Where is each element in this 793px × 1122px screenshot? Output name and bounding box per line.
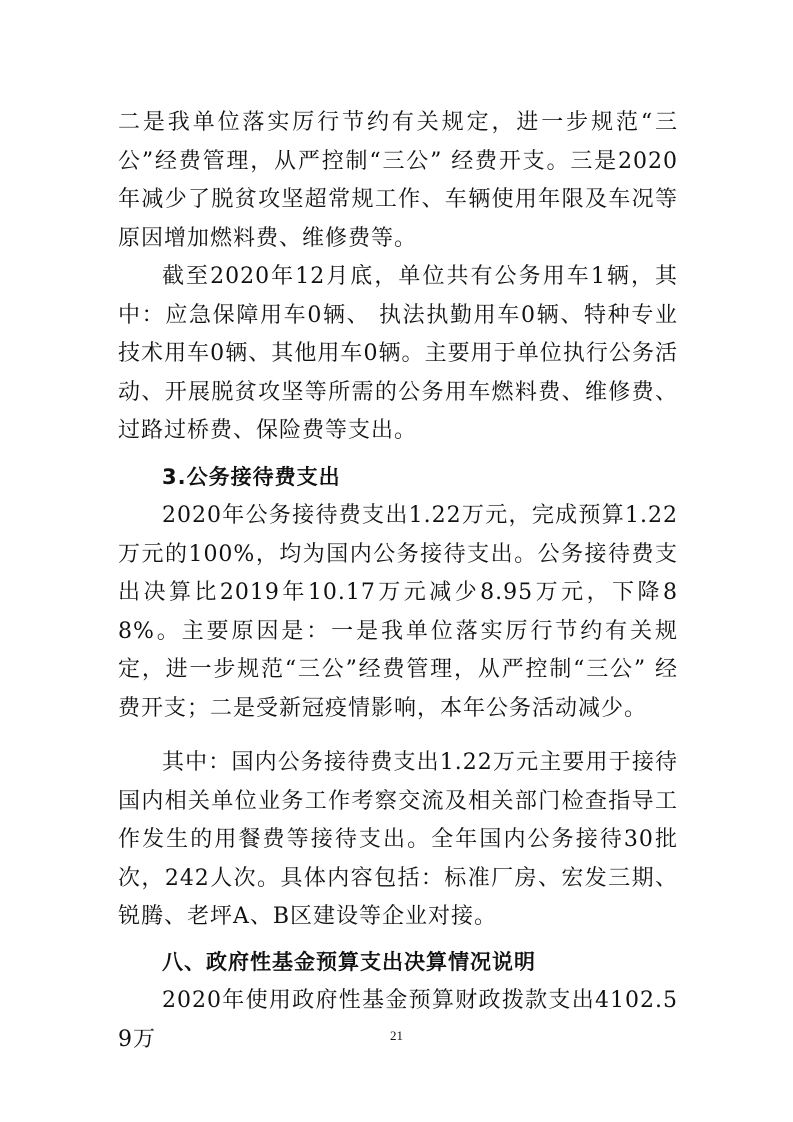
section-heading-reception-expenses: 3.公务接待费支出 [162,465,341,489]
paragraph-domestic-reception: 其中：国内公务接待费支出1.22万元主要用于接待国内相关单位业务工作考察交流及相关部门检查指导工作发生的用餐费等接待支出。全年国内公务接待30批次，242人次。具体内容包括：标准厂房、宏发三期、锐腾、老坪A、B区建设等企业对接。 [118,750,678,929]
paragraph-government-fund: 2020年使用政府性基金预算财政拨款支出4102.59万 [118,988,678,1052]
paragraph-fuel-maintenance-reasons: 二是我单位落实厉行节约有关规定，进一步规范“三公”经费管理，从严控制“三公” 经费开支。三是2020年减少了脱贫攻坚超常规工作、车辆使用年限及车况等原因增加燃料费、维修费等。 [118,110,678,251]
paragraph-reception-expenses: 2020年公务接待费支出1.22万元，完成预算1.22万元的100%，均为国内公务接待支出。公务接待费支出决算比2019年10.17万元减少8.95万元，下降88%。主要原因是：一是我单位落实厉行节约有关规定，进一步规范“三公”经费管理，从严控制“三公” 经费开支；二是受新冠疫情影响，本年公务活动减少。 [118,503,678,721]
page-number: 21 [390,1028,403,1043]
section-heading-government-fund: 八、政府性基金预算支出决算情况说明 [162,950,536,974]
paragraph-vehicle-count: 截至2020年12月底，单位共有公务用车1辆，其中：应急保障用车0辆、 执法执勤用车0辆、特种专业技术用车0辆、其他用车0辆。主要用于单位执行公务活动、开展脱贫攻坚等所需的公务用车燃料费、维修费、过路过桥费、保险费等支出。 [118,264,678,443]
